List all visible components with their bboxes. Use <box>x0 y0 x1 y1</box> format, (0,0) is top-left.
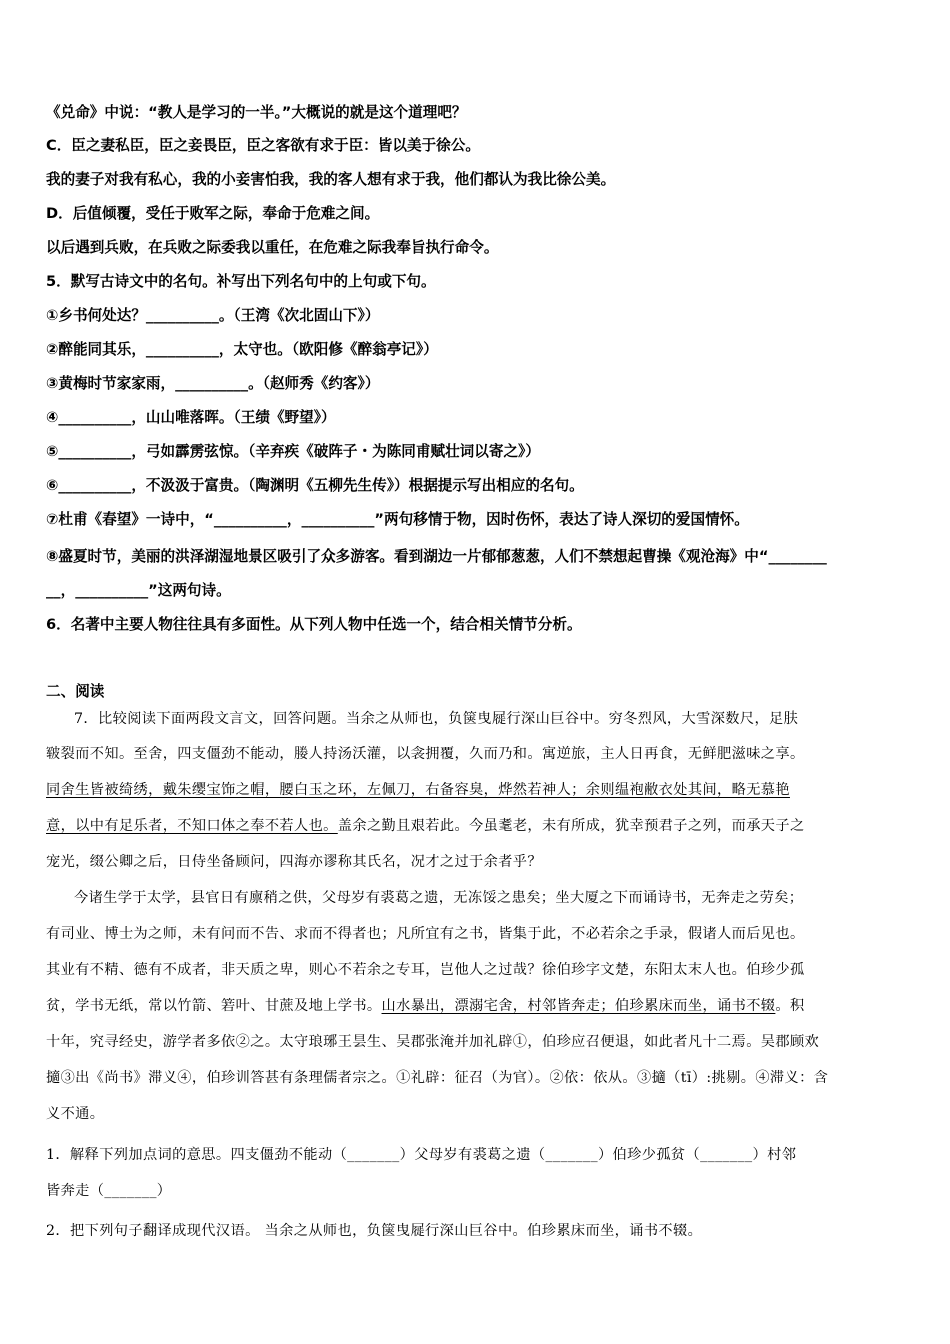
q7-passage1-underlined-line: 同舍生皆被绮绣，戴朱缨宝饰之帽，腰白玉之环，左佩刀，右备容臭，烨然若神人；余则缊袍敝衣处其间，略无慕艳 <box>46 782 790 798</box>
underlined-sentence: 意，以中有足乐者，不知口体之奉不若人也。 <box>46 818 338 834</box>
q5-item-3: ③黄梅时节家家雨，__________。（赵师秀《约客》） <box>46 375 380 392</box>
q7-passage2-line: 义不通。 <box>46 1106 105 1122</box>
subquestion-2: 2．把下列句子翻译成现代汉语。 当余之从师也，负箧曳屣行深山巨谷中。伯珍累床而坐，诵书不辍。 <box>46 1223 703 1239</box>
q7-passage2-line: 有司业、博士为之师，未有问而不告、求而不得者也；凡所宜有之书，皆集于此，不必若余之手录，假诸人而后见也。 <box>46 926 805 942</box>
subquestion-1: 1．解释下列加点词的意思。四支僵劲不能动（_______）父母岁有裘葛之遗（_______）伯珍少孤贫（_______）村邻 <box>46 1147 797 1163</box>
q7-passage1-line: 7．比较阅读下面两段文言文，回答问题。当余之从师也，负箧曳屣行深山巨谷中。穷冬烈风，大雪深数尺，足肤 <box>74 711 799 727</box>
q7-passage2-line: 今诸生学于太学，县官日有廪稍之供，父母岁有裘葛之遗，无冻馁之患矣；坐大厦之下而诵诗书，无奔走之劳矣； <box>74 890 804 906</box>
q7-passage2-line <box>46 995 908 1017</box>
text-span: 贫，学书无纸，常以竹箭、箬叶、甘蔗及地上学书。 <box>46 998 382 1014</box>
q7-passage2-line: 其业有不精、德有不成者，非天质之卑，则心不若余之专耳，岂他人之过哉？徐伯珍字文楚，东阳太末人也。伯珍少孤 <box>46 962 805 978</box>
q7-passage1-line <box>46 815 908 837</box>
q5-item-2: ②醉能同其乐，__________，太守也。（欧阳修《醉翁亭记》） <box>46 341 438 358</box>
q7-passage1-line: 宠光，缀公卿之后，日侍坐备顾问，四海亦谬称其氏名，况才之过于余者乎？ <box>46 854 542 870</box>
q5-item-5: ⑤__________，弓如霹雳弦惊。（辛弃疾《破阵子・为陈同甫赋壮词以寄之》） <box>46 443 540 460</box>
option-d-line: D．后值倾覆，受任于败军之际，奉命于危难之间。 <box>46 205 380 222</box>
q5-item-1: ①乡书何处达？__________。（王湾《次北固山下》） <box>46 307 380 324</box>
q7-passage2-line: 擿③出《尚书》滞义④，伯珍训答甚有条理儒者宗之。①礼辟：征召（为官）。②依：依从。③擿（tī）:挑剔。④滞义：含 <box>46 1070 829 1086</box>
option-c-line: C．臣之妻私臣，臣之妾畏臣，臣之客欲有求于臣：皆以美于徐公。 <box>46 137 480 154</box>
text-line: 以后遇到兵败，在兵败之际委我以重任，在危难之际我奉旨执行命令。 <box>46 239 499 256</box>
q5-item-6: ⑥__________，不汲汲于富贵。（陶渊明《五柳先生传》）根据提示写出相应的名句。 <box>46 477 584 494</box>
question-5-stem: 5．默写古诗文中的名句。补写出下列名句中的上句或下句。 <box>46 273 436 290</box>
text-span: 。积 <box>775 998 805 1014</box>
section-heading-reading: 二、阅读 <box>46 683 105 700</box>
text-line: 我的妻子对我有私心，我的小妾害怕我，我的客人想有求于我，他们都认为我比徐公美。 <box>46 171 616 188</box>
text-line: 《兑命》中说：“教人是学习的一半。”大概说的就是这个道理吧？ <box>46 104 467 121</box>
underlined-sentence: 山水暴出，漂溺宅舍，村邻皆奔走；伯珍累床而坐，诵书不辍 <box>381 998 776 1014</box>
q7-passage2-line: 十年，究寻经史，游学者多依②之。太守琅琊王昙生、吴郡张淹并加礼辟①，伯珍应召便退，如此者凡十二焉。吴郡顾欢 <box>46 1034 820 1050</box>
text-span: 盖余之勤且艰若此。今虽耄老，未有所成，犹幸预君子之列，而承天子之 <box>337 818 805 834</box>
subquestion-1-cont: 皆奔走（_______） <box>46 1183 172 1199</box>
q7-passage1-line: 皲裂而不知。至舍，四支僵劲不能动，媵人持汤沃灌，以衾拥覆，久而乃和。寓逆旅，主人日再食，无鲜肥滋味之享。 <box>46 746 805 762</box>
q5-item-4: ④__________，山山唯落晖。（王绩《野望》） <box>46 409 336 426</box>
q5-item-8: ⑧盛夏时节，美丽的洪泽湖湿地景区吸引了众多游客。看到湖边一片郁郁葱葱，人们不禁想起曹操《观沧海》中“________ <box>46 548 827 565</box>
question-6-stem: 6．名著中主要人物往往具有多面性。从下列人物中任选一个，结合相关情节分析。 <box>46 616 582 633</box>
q5-item-7: ⑦杜甫《春望》一诗中，“__________，__________”两句移情于物，因时伤怀，表达了诗人深切的爱国情怀。 <box>46 511 749 528</box>
q5-item-8-cont: __，__________”这两句诗。 <box>46 582 231 599</box>
